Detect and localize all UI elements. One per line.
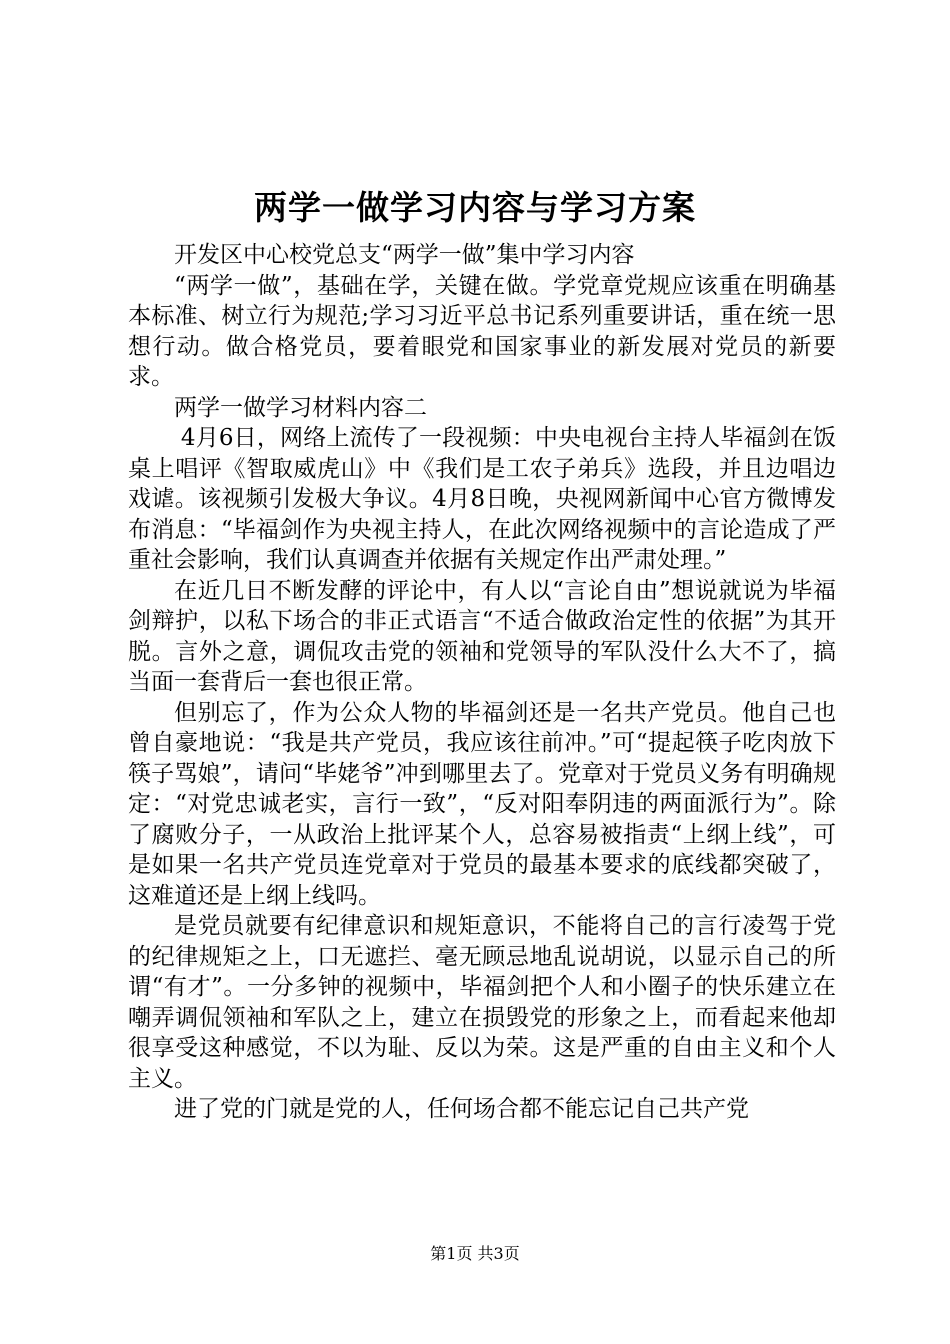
paragraph-news: 4月6日，网络上流传了一段视频：中央电视台主持人毕福剑在饭桌上唱评《智取威虎山》中《我们是工农子弟兵》选段，并且边唱边戏谑。该视频引发极大争议。4月8日晚，央视网新闻中心官方微博发布消息：“毕福剑作为央视主持人，在此次网络视频中的言论造成了严重社会影响，我们认真调查并依据有关规定作出严肃处理。”: [128, 425, 836, 573]
document-title: 两学一做学习内容与学习方案: [254, 188, 696, 227]
paragraph-closing: 进了党的门就是党的人，任何场合都不能忘记自己共产党: [174, 1096, 749, 1122]
paragraph-discipline: 是党员就要有纪律意识和规矩意识，不能将自己的言行凌驾于党的纪律规矩之上，口无遮拦、毫无顾忌地乱说胡说，以显示自己的所谓“有才”。一分多钟的视频中，毕福剑把个人和小圈子的快乐建立在嘲弄调侃领袖和军队之上，建立在损毁党的形象之上，而看起来他却很享受这种感觉，不以为耻、反以为荣。这是严重的自由主义和个人主义。: [128, 913, 836, 1092]
paragraph-commentary: 在近几日不断发酵的评论中，有人以“言论自由”想说就说为毕福剑辩护，以私下场合的非正式语言“不适合做政治定性的依据”为其开脱。言外之意，调侃攻击党的领袖和党领导的军队没什么大不了，搞当面一套背后一套也很正常。: [128, 577, 836, 695]
paragraph-party-member: 但别忘了，作为公众人物的毕福剑还是一名共产党员。他自己也曾自豪地说：“我是共产党员，我应该往前冲。”可“提起筷子吃肉放下筷子骂娘”，请问“毕姥爷”冲到哪里去了。党章对于党员义务有明确规定：“对党忠诚老实，言行一致”，“反对阳奉阴违的两面派行为”。除了腐败分子，一从政治上批评某个人，总容易被指责“上纲上线”，可是如果一名共产党员连党章对于党员的最基本要求的底线都突破了，这难道还是上纲上线吗。: [128, 699, 836, 909]
paragraph-heading-2: 两学一做学习材料内容二: [174, 394, 427, 421]
page-footer: 第1页 共3页: [430, 1244, 520, 1263]
paragraph-intro: “两学一做”，基础在学，关键在做。学党章党规应该重在明确基本标准、树立行为规范;学习习近平总书记系列重要讲话，重在统一思想行动。做合格党员，要着眼党和国家事业的新发展对党员的新要求。: [128, 272, 836, 390]
document-body: [128, 240, 836, 1125]
paragraph-heading-1: 开发区中心校党总支“两学一做”集中学习内容: [174, 242, 635, 268]
